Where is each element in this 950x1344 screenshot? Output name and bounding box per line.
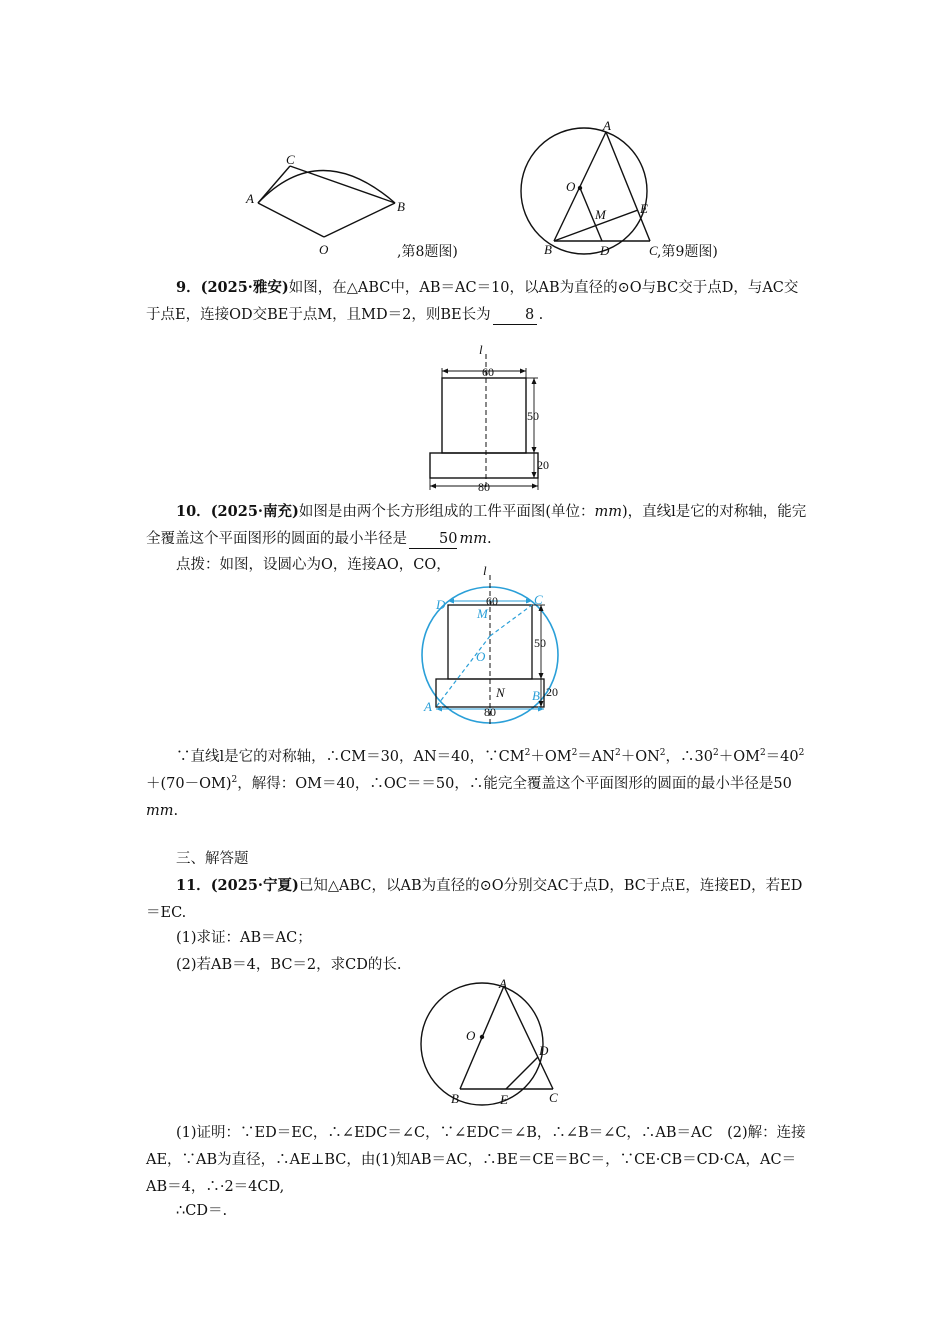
fig11-label-a: A xyxy=(499,976,507,991)
q11-text: 已知△ABC，以AB为直径的⊙O分别交AC于点D，BC于点E，连接ED，若ED＝EC. xyxy=(146,878,803,921)
sol10-part-f: ＋OM xyxy=(718,749,760,765)
fig8-label-c: C xyxy=(286,152,295,167)
fig10-width-60: 60 xyxy=(482,365,494,379)
q11-number: 11． xyxy=(176,877,211,894)
fig10-height-50: 50 xyxy=(527,409,539,423)
sol10-sq-2: 2 xyxy=(571,748,578,759)
q11-part-1: (1)求证：AB＝AC； xyxy=(176,930,312,946)
fig10b-label-d: D xyxy=(436,597,446,612)
q9-end: . xyxy=(538,307,544,323)
solution-11: (1)证明：∵ED＝EC，∴∠EDC＝∠C，∵∠EDC＝∠B，∴∠B＝∠C，∴AB＝AC (2)解：连接AE，∵AB为直径，∴AE⊥BC，由(1)知AB＝AC，∴BE＝CE＝BC＝，∵CE·CB＝CD·CA，AC＝AB＝4，∴·2＝4CD, xyxy=(146,1125,806,1195)
q10-unit-2: mm xyxy=(459,531,487,547)
fig9-label-b: B xyxy=(544,242,552,257)
fig10b-width-80: 80 xyxy=(484,705,496,719)
sol10-part-g: ＝40 xyxy=(765,749,799,765)
q10-end: . xyxy=(486,531,492,547)
sol10-part-b: ＋OM xyxy=(530,749,572,765)
q10-unit-1: mm xyxy=(594,504,622,520)
question-9 xyxy=(146,274,812,329)
q10-text-2: )，直线l是它的对称轴，能完全覆盖这个平面图形的圆面的最小半径是 xyxy=(146,504,807,547)
q9-text: 如图，在△ABC中，AB＝AC＝10，以AB为直径的⊙O与BC交于点D，与AC交于点E，连接OD交BE于点M，且MD＝2，则BE长为 xyxy=(146,280,799,323)
q10-answer: 50 xyxy=(409,530,457,549)
fig11-label-b: B xyxy=(451,1091,459,1106)
figure-10-hint xyxy=(415,565,575,730)
fig8-label-a: A xyxy=(246,191,254,206)
figure-10 xyxy=(420,340,570,495)
fig9-label-o: O xyxy=(566,179,576,194)
sol10-part-h: ＋(70－OM) xyxy=(146,776,232,792)
fig9-label-a: A xyxy=(603,118,611,133)
q10-number: 10． xyxy=(176,503,211,520)
fig10-width-80: 80 xyxy=(478,480,490,494)
q9-number: 9． xyxy=(176,279,201,296)
q10-hint: 点拨：如图，设圆心为O，连接AO，CO， xyxy=(176,557,451,573)
q10-text-1: 如图是由两个长方形组成的工件平面图(单位： xyxy=(298,504,595,520)
sol10-sq-3: 2 xyxy=(614,748,621,759)
fig9-label-e: E xyxy=(640,201,648,216)
fig10b-width-60: 60 xyxy=(486,594,498,608)
fig10-height-20: 20 xyxy=(537,458,549,472)
fig9-label-m: M xyxy=(595,207,606,222)
figure-8 xyxy=(240,150,410,265)
fig8-label-o: O xyxy=(319,242,329,257)
fig10-label-l: l xyxy=(479,342,483,357)
sol10-sq-5: 2 xyxy=(712,748,719,759)
sol10-unit: mm xyxy=(146,803,174,819)
sol10-sq-7: 2 xyxy=(798,748,805,759)
fig10b-label-c: C xyxy=(534,592,543,607)
question-10 xyxy=(146,498,812,553)
figure-11 xyxy=(418,976,578,1110)
q10-source: (2025·南充) xyxy=(210,503,299,520)
fig10b-label-b: B xyxy=(532,688,540,703)
fig11-label-c: C xyxy=(549,1090,558,1105)
fig10b-height-20: 20 xyxy=(546,685,558,699)
fig10b-label-l: l xyxy=(483,563,487,578)
q11-source: (2025·宁夏) xyxy=(210,877,299,894)
sol10-end: . xyxy=(173,803,179,819)
solution-11-final: ∴CD＝. xyxy=(176,1203,228,1219)
fig10b-label-o: O xyxy=(476,649,486,664)
fig11-label-e: E xyxy=(500,1092,508,1107)
fig8-label-b: B xyxy=(397,199,405,214)
sol10-part-d: ＋ON xyxy=(620,749,660,765)
fig9-label-c: C xyxy=(649,243,658,258)
fig10b-height-50: 50 xyxy=(534,636,546,650)
fig11-label-o: O xyxy=(466,1028,476,1043)
fig10b-label-a: A xyxy=(424,699,432,714)
fig8-caption: ,第8题图) xyxy=(397,244,458,260)
sol10-part-a: ∵直线l是它的对称轴，∴CM＝30，AN＝40，∵CM xyxy=(176,749,525,765)
sol10-sq-4: 2 xyxy=(659,748,666,759)
fig11-label-d: D xyxy=(539,1043,549,1058)
sol10-sq-6: 2 xyxy=(759,748,766,759)
q9-answer: 8 xyxy=(493,306,537,325)
fig9-caption: ,第9题图) xyxy=(657,244,718,260)
sol10-part-c: ＝AN xyxy=(577,749,615,765)
sol10-sq-1: 2 xyxy=(524,748,531,759)
section-heading-3: 三、解答题 xyxy=(176,851,249,867)
sol10-part-i: ，解得：OM＝40，∴OC＝＝50，∴能完全覆盖这个平面图形的圆面的最小半径是50 xyxy=(237,776,792,792)
fig10b-label-n: N xyxy=(496,685,505,700)
q9-source: (2025·雅安) xyxy=(200,279,289,296)
fig10b-label-m: M xyxy=(477,606,488,621)
sol10-sq-8: 2 xyxy=(231,775,238,786)
sol10-part-e: ，∴30 xyxy=(665,749,713,765)
question-11 xyxy=(146,872,812,927)
fig9-label-d: D xyxy=(600,243,610,258)
q11-part-2: (2)若AB＝4，BC＝2，求CD的长. xyxy=(176,957,402,973)
solution-10 xyxy=(146,744,812,825)
